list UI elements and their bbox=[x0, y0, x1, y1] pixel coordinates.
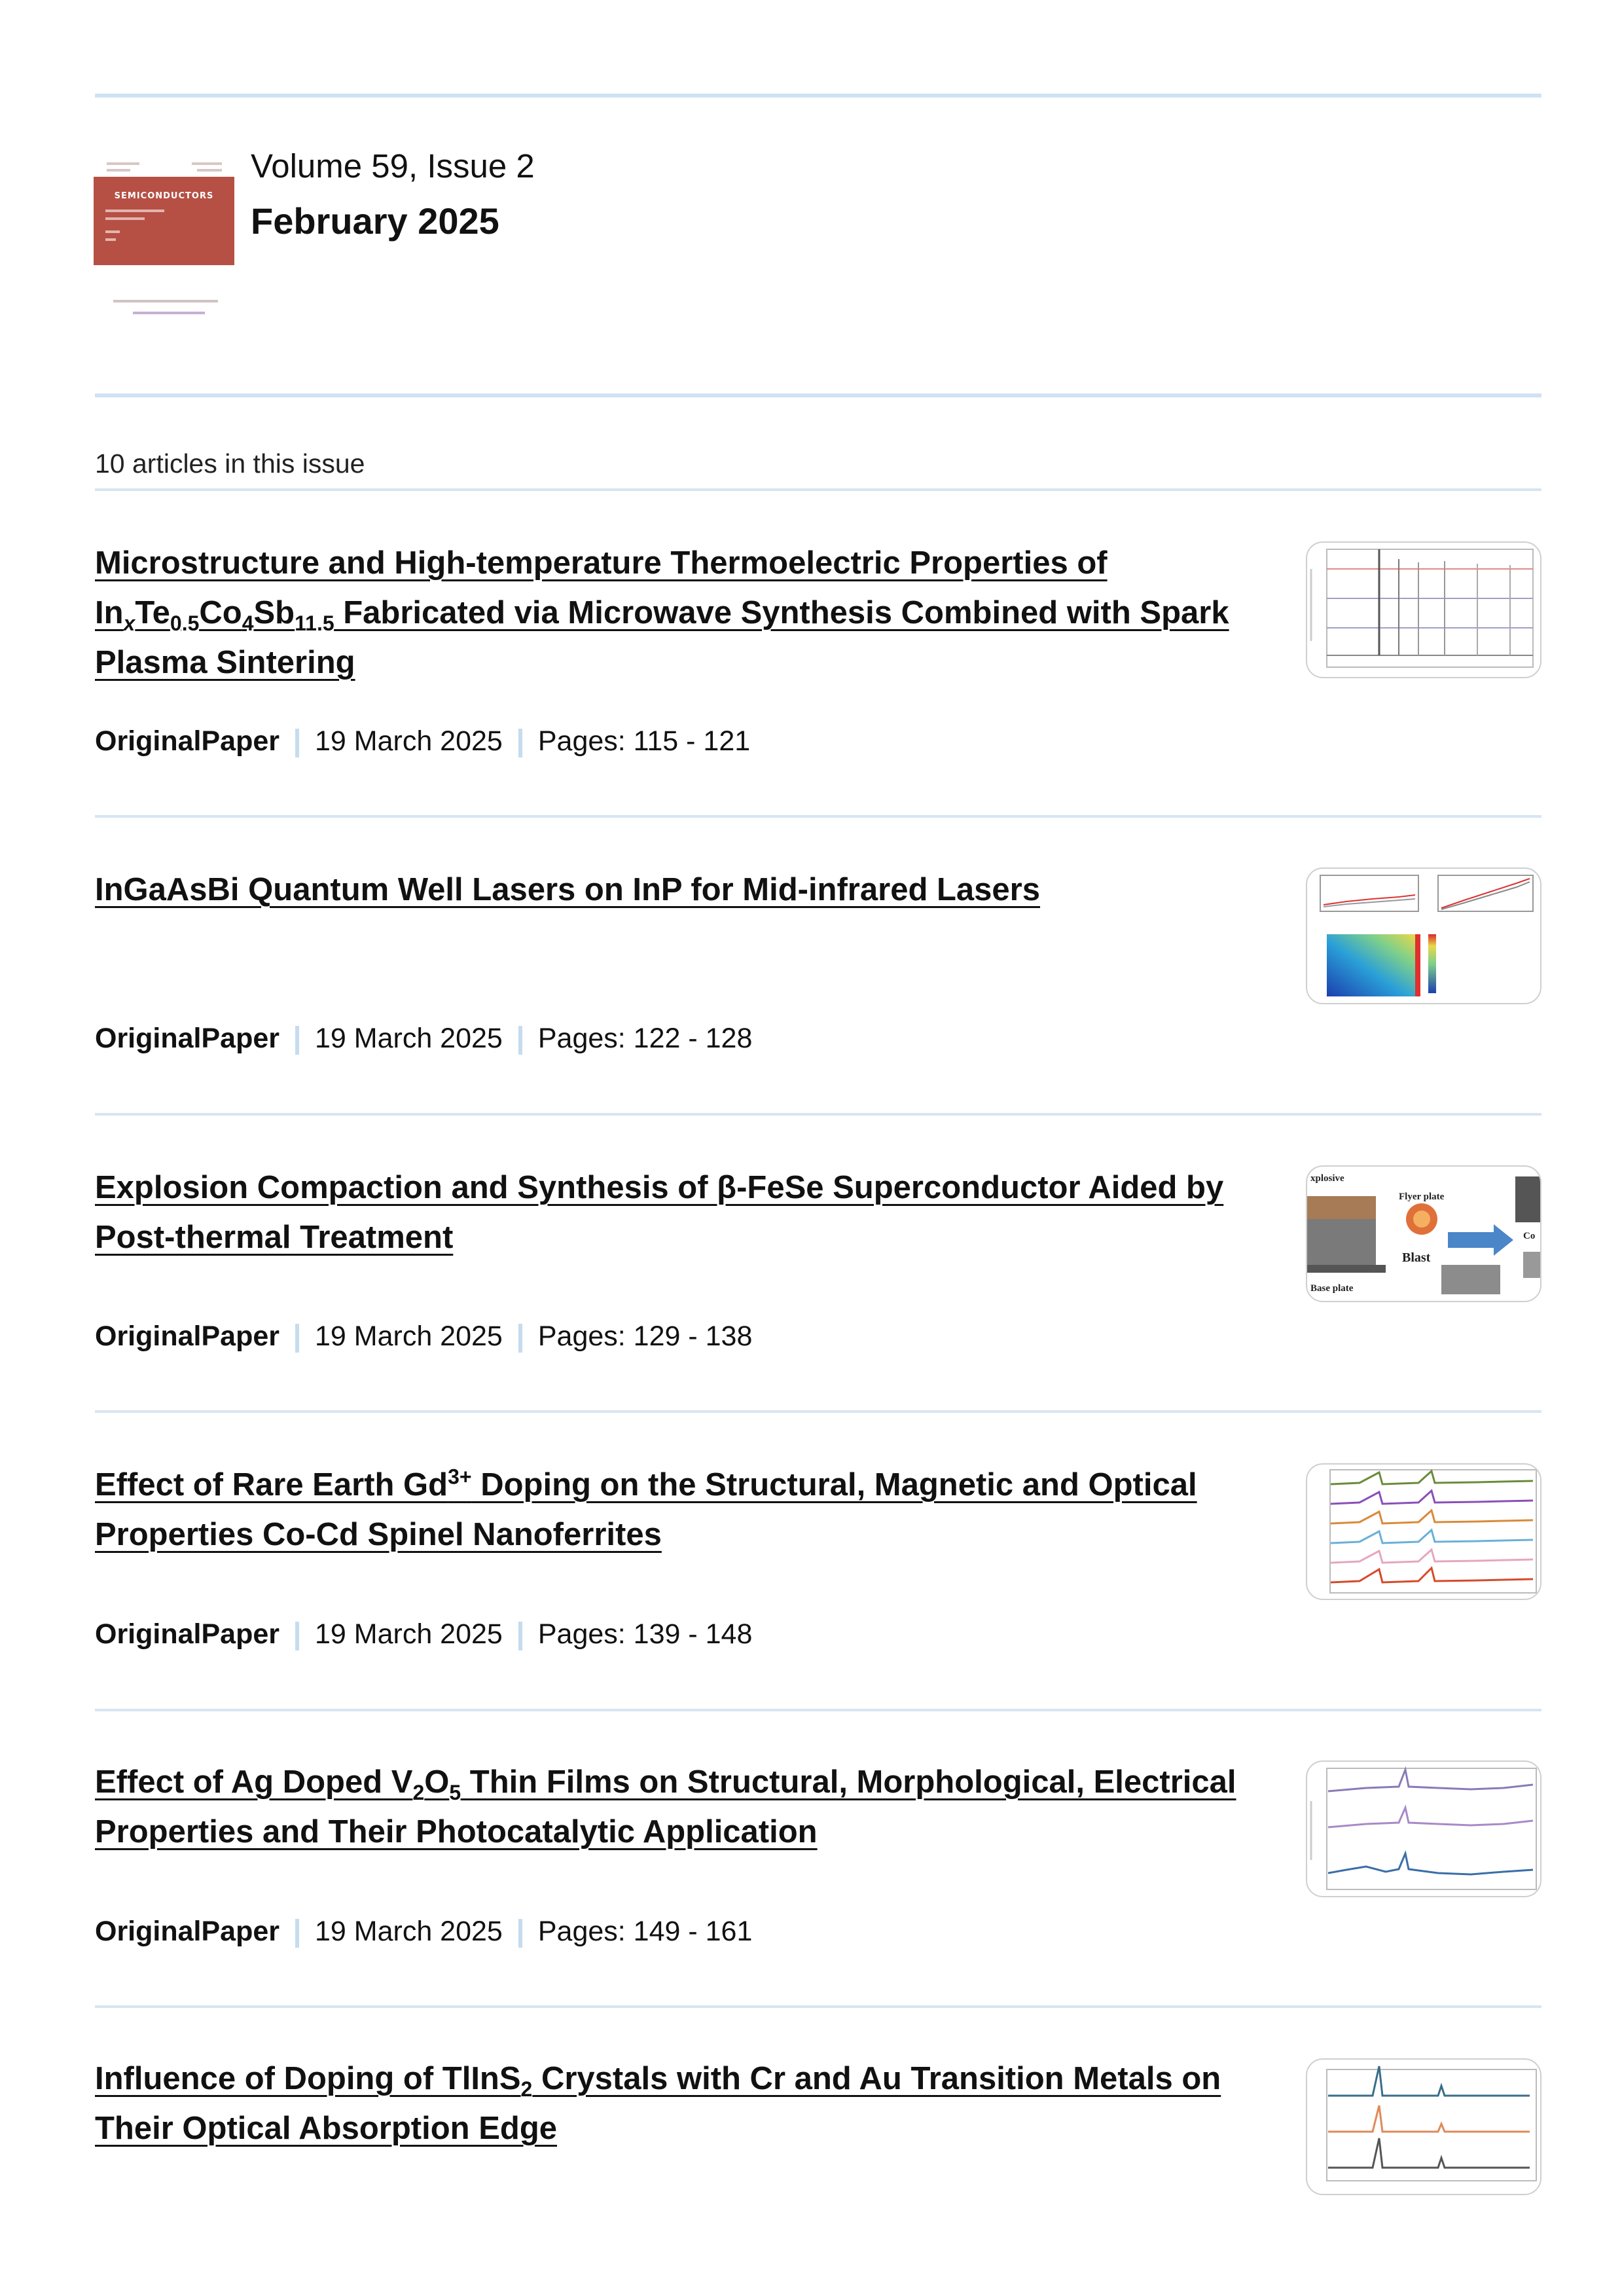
meta-separator bbox=[518, 1919, 522, 1948]
article-date: 19 March 2025 bbox=[314, 1916, 503, 1947]
top-divider bbox=[95, 94, 1541, 98]
divider bbox=[95, 488, 1541, 491]
article-title-link[interactable]: Effect of Rare Earth $Gd^{3+}$ Doping on the Structural, Magnetic and Optical Properties Co-Cd Spinel Nanoferrites bbox=[95, 1465, 1197, 1552]
cover-line bbox=[105, 210, 164, 212]
article-title bbox=[95, 1460, 1240, 1559]
article-pages: Pages: 115 - 121 bbox=[537, 725, 751, 757]
article-title bbox=[95, 2054, 1240, 2153]
issue-date: February 2025 bbox=[251, 200, 499, 242]
svg-text:Co: Co bbox=[1523, 1231, 1536, 1241]
svg-text:Blast: Blast bbox=[1402, 1250, 1431, 1265]
article-title bbox=[95, 1757, 1240, 1857]
article-type: OriginalPaper bbox=[95, 725, 279, 757]
meta-separator bbox=[295, 729, 299, 757]
article-title bbox=[95, 1163, 1240, 1262]
article-count: 10 articles in this issue bbox=[95, 448, 365, 479]
meta-separator bbox=[518, 729, 522, 757]
article-meta bbox=[95, 1916, 752, 1948]
cover-line bbox=[105, 230, 120, 233]
xrd-films-icon[interactable] bbox=[1306, 1760, 1541, 1897]
article-type: OriginalPaper bbox=[95, 1023, 279, 1054]
cover-publisher bbox=[113, 296, 218, 322]
meta-separator bbox=[295, 1622, 299, 1650]
article-meta bbox=[95, 725, 750, 757]
journal-cover-image[interactable] bbox=[94, 157, 234, 324]
meta-separator bbox=[518, 1324, 522, 1353]
article-title bbox=[95, 538, 1240, 687]
article-date: 19 March 2025 bbox=[314, 725, 503, 757]
article-pages: Pages: 129 - 138 bbox=[537, 1321, 753, 1352]
article-title-link[interactable]: Effect of Ag Doped $V_2O_5$ Thin Films on Structural, Morphological, Electrical Properties and Their Photocatalytic Application bbox=[95, 1764, 1236, 1850]
article-date: 19 March 2025 bbox=[314, 1618, 503, 1650]
meta-separator bbox=[518, 1622, 522, 1650]
article-title-link[interactable]: Influence of Doping of TlInS$_2$ Crystals with Cr and Au Transition Metals on Their Optical Absorption Edge bbox=[95, 2061, 1221, 2146]
cover-title: SEMICONDUCTORS bbox=[114, 191, 214, 201]
meta-separator bbox=[295, 1026, 299, 1055]
svg-text:Base plate: Base plate bbox=[1310, 1283, 1354, 1294]
svg-text:Flyer plate: Flyer plate bbox=[1399, 1192, 1445, 1202]
article-title-link[interactable]: Explosion Compaction and Synthesis of β-FeSe Superconductor Aided by Post-thermal Treatment bbox=[95, 1170, 1224, 1255]
laser-plots-icon[interactable] bbox=[1306, 867, 1541, 1004]
meta-separator bbox=[295, 1919, 299, 1948]
article-pages: Pages: 139 - 148 bbox=[537, 1618, 753, 1650]
cover-line bbox=[105, 238, 116, 241]
xrd-pattern-icon[interactable] bbox=[1306, 541, 1541, 678]
xrd-crystals-icon[interactable] bbox=[1306, 2058, 1541, 2195]
article-type: OriginalPaper bbox=[95, 1916, 279, 1947]
divider bbox=[95, 815, 1541, 818]
meta-separator bbox=[295, 1324, 299, 1353]
article-pages: Pages: 149 - 161 bbox=[537, 1916, 753, 1947]
xrd-stack-icon[interactable] bbox=[1306, 1463, 1541, 1600]
cover-header bbox=[94, 157, 234, 177]
meta-separator bbox=[518, 1026, 522, 1055]
blast-label: xplosive bbox=[1310, 1173, 1344, 1184]
blast-schematic-icon[interactable] bbox=[1306, 1165, 1541, 1302]
divider bbox=[95, 1410, 1541, 1413]
cover-line bbox=[105, 217, 145, 220]
divider bbox=[95, 2005, 1541, 2008]
divider bbox=[95, 1709, 1541, 1711]
article-meta bbox=[95, 1618, 752, 1650]
article-meta bbox=[95, 1321, 752, 1353]
cover-red-band bbox=[94, 177, 234, 265]
article-title bbox=[95, 865, 1240, 915]
article-title-link[interactable]: Microstructure and High-temperature Thermoelectric Properties of $In_xTe_{0.5}Co_4Sb_{11.5}$ Fabricated via Microwave Synthesis Combined with Spark Plasma Sintering bbox=[95, 545, 1229, 680]
article-pages: Pages: 122 - 128 bbox=[537, 1023, 753, 1054]
article-title-link[interactable]: InGaAsBi Quantum Well Lasers on InP for Mid-infrared Lasers bbox=[95, 872, 1040, 907]
article-type: OriginalPaper bbox=[95, 1618, 279, 1650]
article-type: OriginalPaper bbox=[95, 1321, 279, 1352]
divider bbox=[95, 1113, 1541, 1116]
article-date: 19 March 2025 bbox=[314, 1321, 503, 1352]
article-meta bbox=[95, 1023, 752, 1055]
article-date: 19 March 2025 bbox=[314, 1023, 503, 1054]
issue-volume: Volume 59, Issue 2 bbox=[251, 147, 535, 185]
header-divider bbox=[95, 393, 1541, 397]
